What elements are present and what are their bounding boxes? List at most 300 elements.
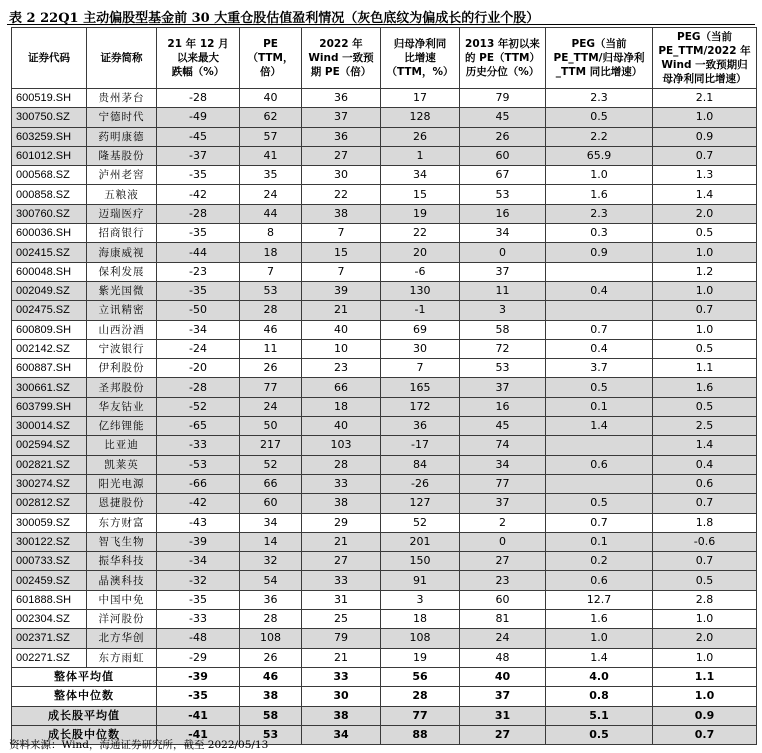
table-row	[12, 320, 757, 339]
forward-pe-cell: 33	[302, 667, 381, 686]
table-caption: 表 2 22Q1 主动偏股型基金前 30 大重仓股估值盈利情况（灰色底纹为偏成长的行业个股）	[9, 11, 540, 26]
growth-cell: 30	[381, 339, 460, 358]
table-row	[12, 571, 757, 590]
percentile-cell: 26	[460, 127, 546, 146]
peg-forward-cell: 1.0	[653, 281, 757, 300]
forward-pe-cell: 38	[302, 494, 381, 513]
code-cell: 002371.SZ	[12, 629, 87, 648]
peg-ttm-cell: 1.6	[546, 185, 653, 204]
table-row	[12, 513, 757, 532]
peg-forward-cell: 1.3	[653, 166, 757, 185]
header-line: 21 年 12 月	[167, 38, 229, 50]
name-cell: 晶澳科技	[87, 571, 157, 590]
code-cell: 300760.SZ	[12, 204, 87, 223]
header-col-profit-growth	[381, 28, 460, 89]
peg-ttm-cell: 0.6	[546, 455, 653, 474]
header-line: PE	[263, 38, 278, 50]
peg-forward-cell: 1.0	[653, 648, 757, 667]
table-row	[12, 301, 757, 320]
peg-forward-cell: 1.0	[653, 108, 757, 127]
name-cell: 智飞生物	[87, 532, 157, 551]
pe-cell: 44	[240, 204, 302, 223]
percentile-cell: 53	[460, 359, 546, 378]
code-cell: 000858.SZ	[12, 185, 87, 204]
percentile-cell: 16	[460, 397, 546, 416]
pe-cell: 38	[240, 687, 302, 706]
header-line: PEG（当前	[571, 38, 627, 50]
drawdown-cell: -39	[157, 667, 240, 686]
drawdown-cell: -65	[157, 417, 240, 436]
growth-cell: -6	[381, 262, 460, 281]
peg-ttm-cell	[546, 474, 653, 493]
percentile-cell: 53	[460, 185, 546, 204]
forward-pe-cell: 40	[302, 417, 381, 436]
code-cell: 002459.SZ	[12, 571, 87, 590]
peg-ttm-cell: 0.5	[546, 378, 653, 397]
header-line: 历史分位（%）	[465, 66, 540, 78]
growth-cell: 69	[381, 320, 460, 339]
drawdown-cell: -20	[157, 359, 240, 378]
peg-forward-cell: 0.7	[653, 301, 757, 320]
name-cell: 东方雨虹	[87, 648, 157, 667]
forward-pe-cell: 21	[302, 532, 381, 551]
forward-pe-cell: 28	[302, 455, 381, 474]
percentile-cell: 60	[460, 146, 546, 165]
growth-cell: 91	[381, 571, 460, 590]
peg-ttm-cell: 0.8	[546, 687, 653, 706]
peg-ttm-cell: 0.1	[546, 532, 653, 551]
forward-pe-cell: 15	[302, 243, 381, 262]
header-line: 以来最大	[177, 52, 219, 64]
forward-pe-cell: 30	[302, 166, 381, 185]
peg-forward-cell: 1.6	[653, 378, 757, 397]
percentile-cell: 24	[460, 629, 546, 648]
peg-forward-cell: 2.0	[653, 204, 757, 223]
header-line: 期 PE（倍）	[310, 66, 372, 78]
code-cell: 600887.SH	[12, 359, 87, 378]
name-cell: 迈瑞医疗	[87, 204, 157, 223]
header-col-peg-ttm	[546, 28, 653, 89]
table-row	[12, 532, 757, 551]
code-cell: 600519.SH	[12, 89, 87, 108]
pe-cell: 62	[240, 108, 302, 127]
drawdown-cell: -28	[157, 89, 240, 108]
name-cell: 凯莱英	[87, 455, 157, 474]
pe-cell: 18	[240, 243, 302, 262]
header-line: 母净利同比增速）	[662, 73, 747, 85]
name-cell: 振华科技	[87, 552, 157, 571]
drawdown-cell: -35	[157, 687, 240, 706]
growth-cell: 56	[381, 667, 460, 686]
peg-ttm-cell: 0.3	[546, 224, 653, 243]
table-row	[12, 89, 757, 108]
growth-cell: 28	[381, 687, 460, 706]
forward-pe-cell: 37	[302, 108, 381, 127]
code-cell: 600036.SH	[12, 224, 87, 243]
pe-cell: 8	[240, 224, 302, 243]
percentile-cell: 58	[460, 320, 546, 339]
pe-cell: 46	[240, 320, 302, 339]
percentile-cell: 2	[460, 513, 546, 532]
peg-ttm-cell: 1.0	[546, 629, 653, 648]
peg-ttm-cell: 1.4	[546, 417, 653, 436]
name-cell: 华友钴业	[87, 397, 157, 416]
table-row	[12, 108, 757, 127]
pe-cell: 24	[240, 185, 302, 204]
pe-cell: 26	[240, 359, 302, 378]
code-cell: 002415.SZ	[12, 243, 87, 262]
table-row	[12, 146, 757, 165]
drawdown-cell: -41	[157, 725, 240, 744]
peg-ttm-cell: 1.4	[546, 648, 653, 667]
forward-pe-cell: 36	[302, 89, 381, 108]
peg-forward-cell: 1.8	[653, 513, 757, 532]
forward-pe-cell: 40	[302, 320, 381, 339]
name-cell: 亿纬锂能	[87, 417, 157, 436]
table-row	[12, 610, 757, 629]
summary-row	[12, 687, 757, 706]
drawdown-cell: -43	[157, 513, 240, 532]
table-row	[12, 166, 757, 185]
code-cell: 300122.SZ	[12, 532, 87, 551]
pe-cell: 11	[240, 339, 302, 358]
peg-forward-cell: 1.1	[653, 359, 757, 378]
table-row	[12, 224, 757, 243]
table-row	[12, 648, 757, 667]
name-cell: 伊利股份	[87, 359, 157, 378]
drawdown-cell: -66	[157, 474, 240, 493]
code-cell: 600048.SH	[12, 262, 87, 281]
percentile-cell: 37	[460, 262, 546, 281]
pe-cell: 7	[240, 262, 302, 281]
forward-pe-cell: 10	[302, 339, 381, 358]
code-cell: 002812.SZ	[12, 494, 87, 513]
table-row	[12, 552, 757, 571]
name-cell: 北方华创	[87, 629, 157, 648]
header-line: PE_TTM/归母净利	[553, 52, 645, 64]
name-cell: 恩捷股份	[87, 494, 157, 513]
code-cell: 601012.SH	[12, 146, 87, 165]
code-cell: 002594.SZ	[12, 436, 87, 455]
peg-forward-cell: 2.0	[653, 629, 757, 648]
drawdown-cell: -28	[157, 378, 240, 397]
drawdown-cell: -34	[157, 320, 240, 339]
header-line: Wind 一致预	[308, 52, 374, 64]
pe-cell: 53	[240, 725, 302, 744]
percentile-cell: 37	[460, 494, 546, 513]
table-row	[12, 494, 757, 513]
peg-ttm-cell	[546, 301, 653, 320]
forward-pe-cell: 66	[302, 378, 381, 397]
growth-cell: 52	[381, 513, 460, 532]
code-cell: 601888.SH	[12, 590, 87, 609]
header-col-pe-percentile	[460, 28, 546, 89]
percentile-cell: 3	[460, 301, 546, 320]
valuation-table	[11, 27, 757, 745]
name-cell: 中国中免	[87, 590, 157, 609]
peg-forward-cell: 0.5	[653, 397, 757, 416]
percentile-cell: 77	[460, 474, 546, 493]
name-cell: 圣邦股份	[87, 378, 157, 397]
pe-cell: 46	[240, 667, 302, 686]
pe-cell: 26	[240, 648, 302, 667]
header-col-pe-ttm	[240, 28, 302, 89]
percentile-cell: 34	[460, 224, 546, 243]
table-row	[12, 455, 757, 474]
code-cell: 600809.SH	[12, 320, 87, 339]
code-cell: 002142.SZ	[12, 339, 87, 358]
pe-cell: 28	[240, 610, 302, 629]
percentile-cell: 60	[460, 590, 546, 609]
code-cell: 002271.SZ	[12, 648, 87, 667]
name-cell: 隆基股份	[87, 146, 157, 165]
growth-cell: 165	[381, 378, 460, 397]
header-line: 倍）	[260, 66, 281, 78]
table-row	[12, 629, 757, 648]
percentile-cell: 48	[460, 648, 546, 667]
peg-forward-cell: 0.5	[653, 339, 757, 358]
percentile-cell: 67	[460, 166, 546, 185]
percentile-cell: 37	[460, 687, 546, 706]
peg-ttm-cell: 0.4	[546, 339, 653, 358]
peg-ttm-cell: 0.7	[546, 320, 653, 339]
header-col-code	[12, 28, 87, 89]
percentile-cell: 31	[460, 706, 546, 725]
forward-pe-cell: 36	[302, 127, 381, 146]
peg-forward-cell: 0.7	[653, 494, 757, 513]
growth-cell: 130	[381, 281, 460, 300]
forward-pe-cell: 39	[302, 281, 381, 300]
header-col-peg-forward	[653, 28, 757, 89]
forward-pe-cell: 79	[302, 629, 381, 648]
pe-cell: 217	[240, 436, 302, 455]
growth-cell: 19	[381, 204, 460, 223]
code-cell: 300014.SZ	[12, 417, 87, 436]
peg-forward-cell: 0.7	[653, 552, 757, 571]
table-row	[12, 378, 757, 397]
code-cell: 300750.SZ	[12, 108, 87, 127]
pe-cell: 41	[240, 146, 302, 165]
name-cell: 比亚迪	[87, 436, 157, 455]
forward-pe-cell: 7	[302, 224, 381, 243]
code-cell: 300661.SZ	[12, 378, 87, 397]
pe-cell: 77	[240, 378, 302, 397]
header-line: 归母净利同	[393, 38, 447, 50]
forward-pe-cell: 29	[302, 513, 381, 532]
pe-cell: 53	[240, 281, 302, 300]
peg-forward-cell: 0.6	[653, 474, 757, 493]
peg-ttm-cell: 5.1	[546, 706, 653, 725]
peg-forward-cell: 1.2	[653, 262, 757, 281]
header-line: 2022 年	[319, 38, 363, 50]
growth-cell: 201	[381, 532, 460, 551]
header-line: 2013 年初以来	[465, 38, 540, 50]
growth-cell: 77	[381, 706, 460, 725]
header-line: 的 PE（TTM）	[464, 52, 541, 64]
drawdown-cell: -33	[157, 610, 240, 629]
table-row	[12, 359, 757, 378]
drawdown-cell: -45	[157, 127, 240, 146]
header-line: （TTM，%）	[386, 66, 454, 78]
peg-forward-cell: 1.0	[653, 687, 757, 706]
drawdown-cell: -23	[157, 262, 240, 281]
name-cell: 贵州茅台	[87, 89, 157, 108]
percentile-cell: 45	[460, 417, 546, 436]
pe-cell: 108	[240, 629, 302, 648]
percentile-cell: 27	[460, 552, 546, 571]
pe-cell: 57	[240, 127, 302, 146]
peg-ttm-cell: 0.5	[546, 108, 653, 127]
table-row	[12, 243, 757, 262]
code-cell: 000568.SZ	[12, 166, 87, 185]
peg-ttm-cell: 2.3	[546, 204, 653, 223]
summary-label: 成长股平均值	[12, 706, 157, 725]
percentile-cell: 37	[460, 378, 546, 397]
growth-cell: 18	[381, 610, 460, 629]
peg-ttm-cell: 1.6	[546, 610, 653, 629]
drawdown-cell: -41	[157, 706, 240, 725]
drawdown-cell: -39	[157, 532, 240, 551]
peg-ttm-cell: 0.5	[546, 725, 653, 744]
table-row	[12, 262, 757, 281]
peg-ttm-cell	[546, 436, 653, 455]
forward-pe-cell: 22	[302, 185, 381, 204]
name-cell: 山西汾酒	[87, 320, 157, 339]
peg-ttm-cell: 1.0	[546, 166, 653, 185]
peg-ttm-cell: 0.1	[546, 397, 653, 416]
forward-pe-cell: 103	[302, 436, 381, 455]
peg-ttm-cell: 0.2	[546, 552, 653, 571]
table-row	[12, 339, 757, 358]
pe-cell: 60	[240, 494, 302, 513]
table-row	[12, 204, 757, 223]
forward-pe-cell: 38	[302, 706, 381, 725]
drawdown-cell: -35	[157, 281, 240, 300]
peg-forward-cell: 1.0	[653, 243, 757, 262]
forward-pe-cell: 31	[302, 590, 381, 609]
header-col-name	[87, 28, 157, 89]
header-line: （TTM，	[247, 52, 294, 64]
pe-cell: 35	[240, 166, 302, 185]
peg-ttm-cell	[546, 262, 653, 281]
name-cell: 药明康德	[87, 127, 157, 146]
code-cell: 002475.SZ	[12, 301, 87, 320]
drawdown-cell: -53	[157, 455, 240, 474]
peg-ttm-cell: 2.2	[546, 127, 653, 146]
forward-pe-cell: 33	[302, 571, 381, 590]
name-cell: 立讯精密	[87, 301, 157, 320]
code-cell: 000733.SZ	[12, 552, 87, 571]
name-cell: 保利发展	[87, 262, 157, 281]
peg-ttm-cell: 65.9	[546, 146, 653, 165]
pe-cell: 66	[240, 474, 302, 493]
table-row	[12, 417, 757, 436]
peg-ttm-cell: 0.7	[546, 513, 653, 532]
growth-cell: 22	[381, 224, 460, 243]
header-line: 比增速	[404, 52, 436, 64]
peg-forward-cell: 0.5	[653, 571, 757, 590]
growth-cell: 108	[381, 629, 460, 648]
percentile-cell: 11	[460, 281, 546, 300]
code-cell: 300059.SZ	[12, 513, 87, 532]
drawdown-cell: -44	[157, 243, 240, 262]
name-cell: 海康威视	[87, 243, 157, 262]
pe-cell: 40	[240, 89, 302, 108]
drawdown-cell: -34	[157, 552, 240, 571]
table-row	[12, 127, 757, 146]
name-cell: 紫光国微	[87, 281, 157, 300]
growth-cell: 88	[381, 725, 460, 744]
percentile-cell: 0	[460, 243, 546, 262]
drawdown-cell: -28	[157, 204, 240, 223]
forward-pe-cell: 30	[302, 687, 381, 706]
growth-cell: -26	[381, 474, 460, 493]
growth-cell: 128	[381, 108, 460, 127]
pe-cell: 58	[240, 706, 302, 725]
growth-cell: 3	[381, 590, 460, 609]
header-row	[12, 28, 757, 89]
percentile-cell: 72	[460, 339, 546, 358]
drawdown-cell: -29	[157, 648, 240, 667]
drawdown-cell: -48	[157, 629, 240, 648]
drawdown-cell: -35	[157, 224, 240, 243]
header-line: 跌幅（%）	[171, 66, 225, 78]
drawdown-cell: -49	[157, 108, 240, 127]
forward-pe-cell: 27	[302, 552, 381, 571]
forward-pe-cell: 25	[302, 610, 381, 629]
growth-cell: 172	[381, 397, 460, 416]
peg-ttm-cell: 0.4	[546, 281, 653, 300]
peg-forward-cell: 1.0	[653, 320, 757, 339]
percentile-cell: 27	[460, 725, 546, 744]
peg-forward-cell: -0.6	[653, 532, 757, 551]
percentile-cell: 23	[460, 571, 546, 590]
percentile-cell: 79	[460, 89, 546, 108]
peg-forward-cell: 1.4	[653, 436, 757, 455]
code-cell: 002049.SZ	[12, 281, 87, 300]
name-cell: 招商银行	[87, 224, 157, 243]
percentile-cell: 34	[460, 455, 546, 474]
growth-cell: -17	[381, 436, 460, 455]
summary-row	[12, 706, 757, 725]
name-cell: 泸州老窖	[87, 166, 157, 185]
growth-cell: 26	[381, 127, 460, 146]
peg-ttm-cell: 0.6	[546, 571, 653, 590]
peg-ttm-cell: 12.7	[546, 590, 653, 609]
table-row	[12, 281, 757, 300]
peg-forward-cell: 0.5	[653, 224, 757, 243]
percentile-cell: 0	[460, 532, 546, 551]
drawdown-cell: -32	[157, 571, 240, 590]
caption-divider	[7, 24, 755, 25]
growth-cell: 36	[381, 417, 460, 436]
peg-ttm-cell: 2.3	[546, 89, 653, 108]
drawdown-cell: -35	[157, 590, 240, 609]
header-col-forward-pe	[302, 28, 381, 89]
code-cell: 603799.SH	[12, 397, 87, 416]
growth-cell: 150	[381, 552, 460, 571]
forward-pe-cell: 21	[302, 648, 381, 667]
pe-cell: 54	[240, 571, 302, 590]
peg-forward-cell: 0.4	[653, 455, 757, 474]
drawdown-cell: -35	[157, 166, 240, 185]
peg-forward-cell: 0.7	[653, 146, 757, 165]
pe-cell: 50	[240, 417, 302, 436]
growth-cell: 34	[381, 166, 460, 185]
drawdown-cell: -33	[157, 436, 240, 455]
code-cell: 002304.SZ	[12, 610, 87, 629]
growth-cell: 19	[381, 648, 460, 667]
